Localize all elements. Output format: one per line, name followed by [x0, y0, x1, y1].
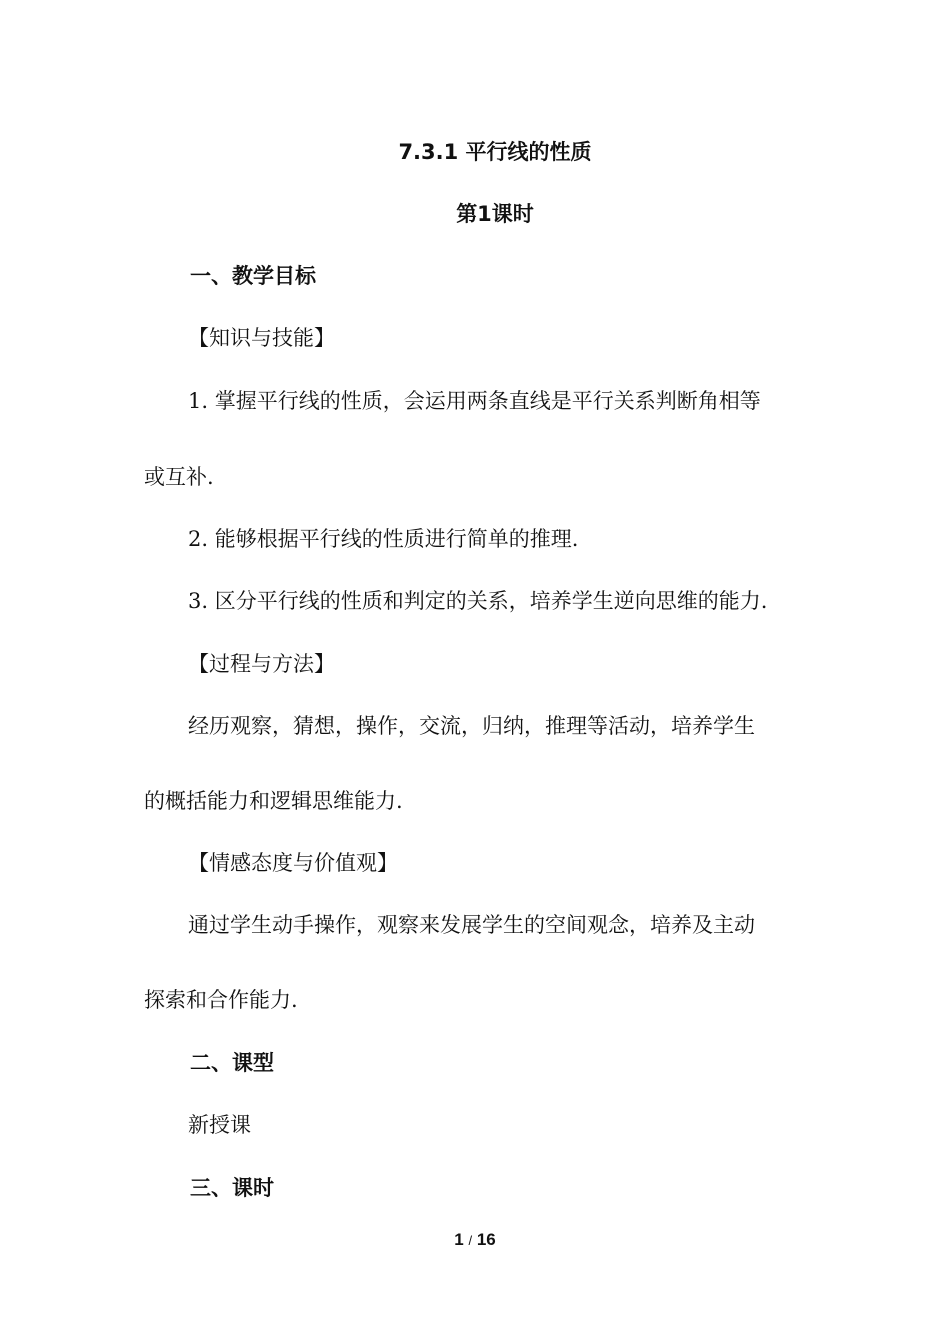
- section-heading-goals: 一、教学目标: [190, 264, 316, 288]
- goal-item-1-line-1: 1. 掌握平行线的性质，会运用两条直线是平行关系判断角相等: [188, 389, 761, 413]
- goal-item-2: 2. 能够根据平行线的性质进行简单的推理.: [188, 527, 579, 551]
- goal-item-1-line-2: 或互补.: [144, 465, 214, 489]
- page-total: 16: [476, 1230, 496, 1249]
- lesson-type-value: 新授课: [188, 1113, 251, 1137]
- emotion-paragraph-line-1: 通过学生动手操作，观察来发展学生的空间观念，培养及主动: [188, 913, 755, 937]
- section-heading-lesson-time: 三、课时: [190, 1176, 274, 1200]
- process-paragraph-line-2: 的概括能力和逻辑思维能力.: [144, 789, 403, 813]
- emotion-paragraph-line-2: 探索和合作能力.: [144, 988, 298, 1012]
- process-paragraph-line-1: 经历观察，猜想，操作，交流，归纳，推理等活动，培养学生: [188, 714, 755, 738]
- document-title: 7.3.1 平行线的性质: [398, 140, 592, 164]
- page-current: 1: [454, 1230, 464, 1249]
- goal-item-3: 3. 区分平行线的性质和判定的关系，培养学生逆向思维的能力.: [188, 589, 768, 613]
- section-heading-lesson-type: 二、课型: [190, 1051, 274, 1075]
- page-separator: /: [468, 1233, 473, 1248]
- page-number: [0, 1230, 950, 1251]
- subsection-label-knowledge: 【知识与技能】: [188, 326, 335, 350]
- subsection-label-emotion: 【情感态度与价值观】: [188, 851, 398, 875]
- document-subtitle: 第1课时: [456, 202, 534, 226]
- subsection-label-process: 【过程与方法】: [188, 652, 335, 676]
